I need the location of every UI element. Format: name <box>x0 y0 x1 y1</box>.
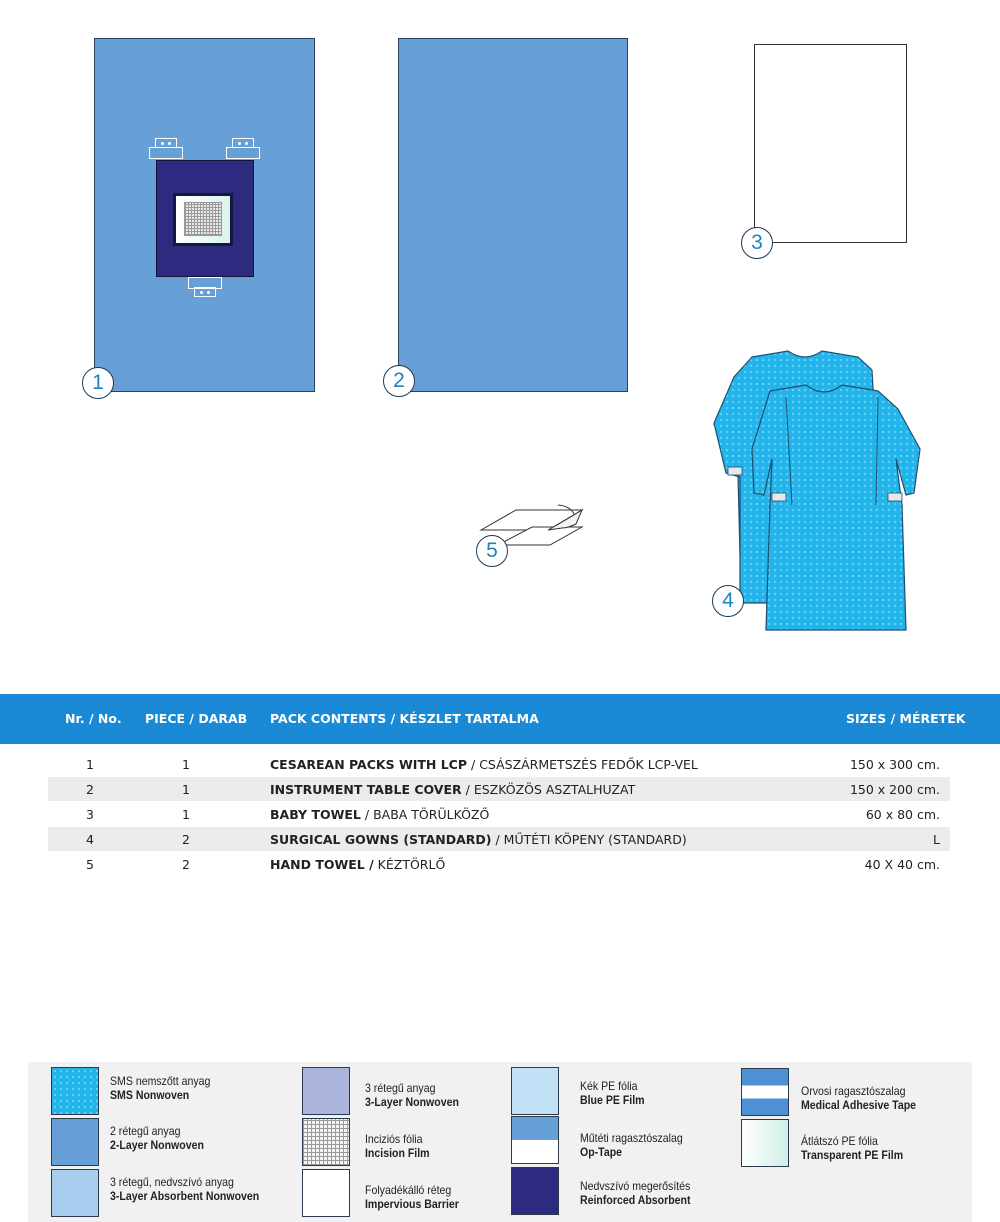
item-name-en: SURGICAL GOWNS (STANDARD) <box>270 832 492 847</box>
medical-adhesive-tape-swatch <box>741 1068 789 1116</box>
cell-size: L <box>933 832 940 847</box>
table-row <box>48 752 950 776</box>
adhesive-tab <box>226 147 260 159</box>
cell-piece: 2 <box>182 857 190 872</box>
item-number-badge: 4 <box>712 585 744 617</box>
legend-label: SMS nemszőtt anyag SMS Nonwoven <box>110 1074 211 1102</box>
cell-nr: 1 <box>86 757 94 772</box>
impervious-barrier-swatch <box>302 1169 350 1217</box>
legend-label: 3 rétegű, nedvszívó anyag 3-Layer Absorbent Nonwoven <box>110 1175 260 1203</box>
item-name-en: INSTRUMENT TABLE COVER <box>270 782 462 797</box>
adhesive-tab <box>232 138 254 148</box>
incision-film-swatch <box>302 1118 350 1166</box>
cell-contents <box>270 757 698 772</box>
item-number-badge: 5 <box>476 535 508 567</box>
legend-label: Nedvszívó megerősítés Reinforced Absorbent <box>580 1179 691 1207</box>
sms-nonwoven-swatch <box>51 1067 99 1115</box>
item-name-hu: KÉZTÖRLŐ <box>373 857 446 872</box>
cell-contents <box>270 782 635 797</box>
cell-piece: 1 <box>182 807 190 822</box>
table-row <box>48 852 950 876</box>
instrument-table-cover <box>398 38 628 392</box>
cell-contents <box>270 857 445 872</box>
baby-towel <box>754 44 907 243</box>
item-number-badge: 2 <box>383 365 415 397</box>
legend-label: Műtéti ragasztószalag Op-Tape <box>580 1131 683 1159</box>
legend-label: 3 rétegű anyag 3-Layer Nonwoven <box>365 1081 459 1109</box>
header-sizes: SIZES / MÉRETEK <box>846 711 966 726</box>
op-tape-swatch <box>511 1116 559 1164</box>
cell-size: 40 X 40 cm. <box>864 857 940 872</box>
header-piece: PIECE / DARAB <box>145 711 248 726</box>
cell-size: 150 x 300 cm. <box>849 757 940 772</box>
item-name-hu: / CSÁSZÁRMETSZÉS FEDŐK LCP-VEL <box>467 757 698 772</box>
legend-label: Inciziós fólia Incision Film <box>365 1132 430 1160</box>
adhesive-tab <box>194 287 216 297</box>
header-nr: Nr. / No. <box>65 711 122 726</box>
3-layer-nonwoven-swatch <box>302 1067 350 1115</box>
cell-nr: 3 <box>86 807 94 822</box>
legend-label: Kék PE fólia Blue PE Film <box>580 1079 645 1107</box>
cesarean-drape <box>94 38 315 392</box>
2-layer-nonwoven-swatch <box>51 1118 99 1166</box>
cell-size: 60 x 80 cm. <box>865 807 940 822</box>
legend-label: 2 rétegű anyag 2-Layer Nonwoven <box>110 1124 204 1152</box>
cell-contents <box>270 807 489 822</box>
table-row <box>48 802 950 826</box>
reinforced-absorbent-panel <box>156 160 254 277</box>
table-header <box>0 694 1000 744</box>
adhesive-tab <box>155 138 177 148</box>
cell-nr: 4 <box>86 832 94 847</box>
cell-contents <box>270 832 687 847</box>
adhesive-tab <box>149 147 183 159</box>
cell-nr: 2 <box>86 782 94 797</box>
cell-nr: 5 <box>86 857 94 872</box>
transparent-pe-film-swatch <box>741 1119 789 1167</box>
header-contents: PACK CONTENTS / KÉSZLET TARTALMA <box>270 711 539 726</box>
legend-label: Orvosi ragasztószalag Medical Adhesive Tape <box>801 1084 917 1112</box>
item-name-en: CESAREAN PACKS WITH LCP <box>270 757 468 772</box>
item-number-badge: 1 <box>82 367 114 399</box>
item-name-hu: / BABA TÖRÜLKÖZŐ <box>360 807 490 822</box>
item-name-en: HAND TOWEL / <box>270 857 374 872</box>
cell-piece: 1 <box>182 782 190 797</box>
blue-pe-film-swatch <box>511 1067 559 1115</box>
table-row <box>48 827 950 851</box>
table-row <box>48 777 950 801</box>
legend-label: Átlátszó PE fólia Transparent PE Film <box>801 1134 904 1162</box>
incision-film <box>184 202 222 236</box>
cell-size: 150 x 200 cm. <box>849 782 940 797</box>
material-legend <box>28 1062 972 1222</box>
legend-label: Folyadékálló réteg Impervious Barrier <box>365 1183 459 1211</box>
item-number-badge: 3 <box>741 227 773 259</box>
item-name-hu: / MŰTÉTI KÖPENY (STANDARD) <box>491 832 687 847</box>
item-name-en: BABY TOWEL <box>270 807 361 822</box>
cell-piece: 2 <box>182 832 190 847</box>
item-name-hu: / ESZKÖZÖS ASZTALHUZAT <box>461 782 636 797</box>
reinforced-absorbent-swatch <box>511 1167 559 1215</box>
3-layer-absorbent-swatch <box>51 1169 99 1217</box>
cell-piece: 1 <box>182 757 190 772</box>
